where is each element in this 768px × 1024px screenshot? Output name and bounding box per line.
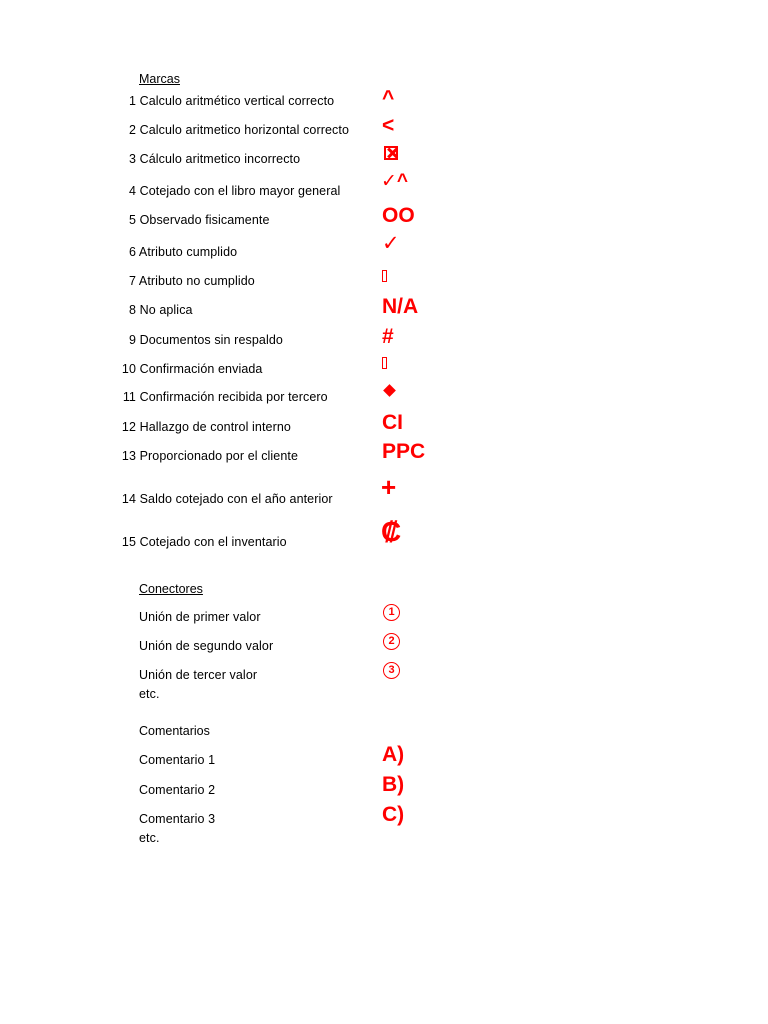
- hash-icon: #: [382, 325, 394, 348]
- boxed-x-icon: [384, 146, 398, 160]
- check-icon: ✓: [382, 232, 400, 255]
- marca-number: 11: [122, 390, 136, 404]
- marca-label: Calculo aritmético vertical correcto: [139, 94, 335, 108]
- marca-number: 3: [128, 152, 136, 166]
- marca-row-14: [118, 491, 333, 507]
- circled-two-icon: 2: [383, 633, 400, 650]
- colon-sign-icon: ₡: [381, 516, 402, 547]
- conector-label-2: Unión de segundo valor: [139, 639, 274, 653]
- marca-label: Observado fisicamente: [139, 213, 270, 227]
- marca-row-11: [118, 389, 328, 405]
- marcas-heading: Marcas: [139, 72, 180, 86]
- marca-row-9: [118, 332, 283, 348]
- marca-label: Cálculo aritmetico incorrecto: [139, 152, 301, 166]
- ci-icon: CI: [382, 411, 403, 434]
- marca-number: 14: [121, 492, 136, 506]
- marca-row-7: [118, 273, 255, 289]
- comentario-symbol-a: A): [382, 743, 405, 766]
- marca-label: Calculo aritmetico horizontal correcto: [139, 123, 350, 137]
- marca-number: 2: [128, 123, 136, 137]
- ppc-icon: PPC: [382, 440, 426, 463]
- comentarios-heading: Comentarios: [139, 724, 210, 738]
- marca-label: Proporcionado por el cliente: [139, 449, 299, 463]
- circled-three-icon: 3: [383, 662, 400, 679]
- missing-glyph-icon: [382, 270, 387, 282]
- marca-number: 13: [121, 449, 136, 463]
- comentario-symbol-b: B): [382, 773, 405, 796]
- less-than-icon: <: [382, 114, 395, 137]
- marca-label: Saldo cotejado con el año anterior: [139, 492, 333, 506]
- marca-number: 12: [121, 420, 136, 434]
- circled-one-icon: 1: [383, 604, 400, 621]
- marca-row-4: [118, 183, 340, 199]
- marca-label: Confirmación enviada: [139, 362, 263, 376]
- marca-number: 1: [128, 94, 136, 108]
- marca-number: 8: [128, 303, 136, 317]
- marca-label: Cotejado con el inventario: [139, 535, 287, 549]
- comentarios-etc: etc.: [139, 831, 160, 845]
- na-icon: N/A: [382, 295, 419, 318]
- marca-label: Atributo no cumplido: [138, 274, 255, 288]
- comentario-label-2: Comentario 2: [139, 783, 216, 797]
- marca-row-13: [118, 448, 298, 464]
- marca-number: 6: [128, 245, 136, 259]
- marca-row-3: [118, 151, 300, 167]
- marca-number: 10: [121, 362, 136, 376]
- caret-up-icon: ^: [382, 87, 395, 110]
- comentario-label-1: Comentario 1: [139, 753, 216, 767]
- marca-row-12: [118, 419, 291, 435]
- diamond-icon: [383, 384, 396, 397]
- conector-label-3: Unión de tercer valor: [139, 668, 258, 682]
- marca-row-5: [118, 212, 270, 228]
- marca-label: Documentos sin respaldo: [139, 333, 283, 347]
- marca-label: Atributo cumplido: [138, 245, 238, 259]
- marca-label: Confirmación recibida por tercero: [139, 390, 328, 404]
- marca-label: No aplica: [139, 303, 193, 317]
- marca-label: Hallazgo de control interno: [139, 420, 291, 434]
- marca-row-15: [118, 534, 287, 550]
- plus-icon: +: [381, 472, 397, 502]
- conector-label-1: Unión de primer valor: [139, 610, 261, 624]
- marca-label: Cotejado con el libro mayor general: [139, 184, 341, 198]
- double-o-icon: OO: [382, 204, 415, 227]
- marca-number: 7: [128, 274, 136, 288]
- conectores-heading: Conectores: [139, 582, 203, 596]
- check-caret-icon: ✓^: [381, 171, 409, 192]
- marca-number: 5: [128, 213, 136, 227]
- missing-glyph-icon: [382, 357, 387, 369]
- marca-row-8: [118, 302, 193, 318]
- marca-number: 9: [128, 333, 136, 347]
- comentario-label-3: Comentario 3: [139, 812, 216, 826]
- marca-number: 4: [128, 184, 136, 198]
- marca-row-2: [118, 122, 349, 138]
- conectores-etc: etc.: [139, 687, 160, 701]
- marca-row-6: [118, 244, 237, 260]
- marca-row-1: [118, 93, 334, 109]
- marca-number: 15: [121, 535, 136, 549]
- comentario-symbol-c: C): [382, 803, 405, 826]
- marca-row-10: [118, 361, 262, 377]
